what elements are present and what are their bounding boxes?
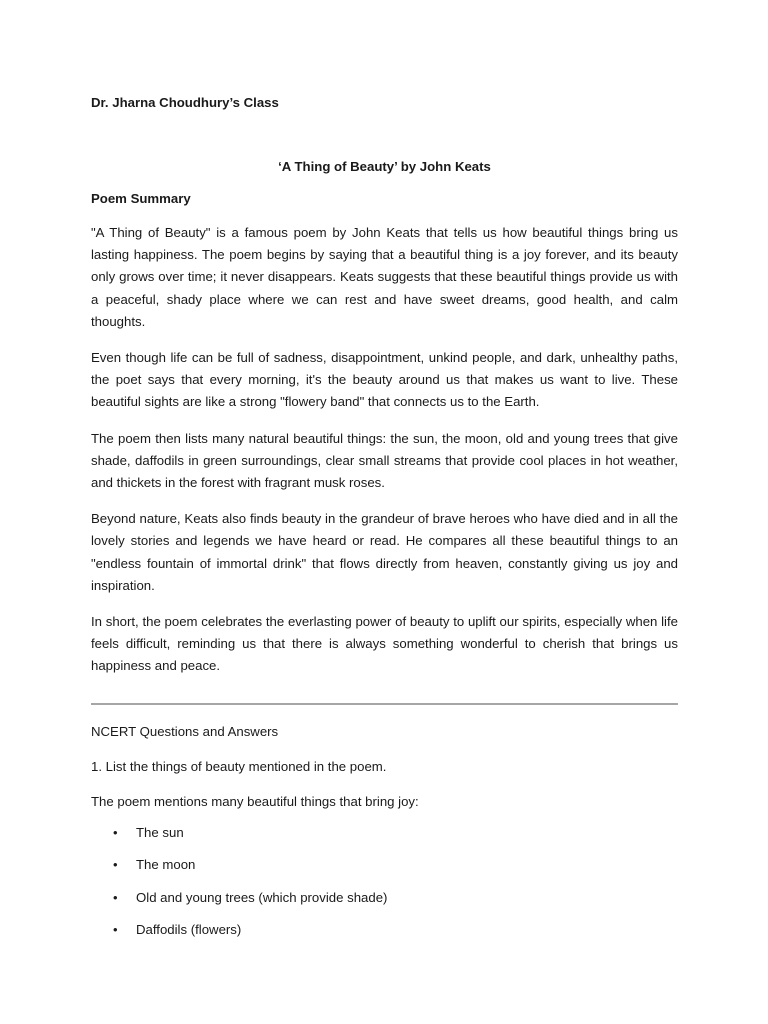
bullet-icon: • — [113, 857, 118, 873]
bullet-icon: • — [113, 889, 118, 905]
list-item-text: The moon — [136, 857, 196, 873]
list-item-text: Daffodils (flowers) — [136, 922, 242, 938]
list-item-text: Old and young trees (which provide shade) — [136, 889, 388, 905]
summary-heading: Poem Summary — [91, 191, 191, 206]
class-header: Dr. Jharna Choudhury’s Class — [91, 95, 279, 110]
summary-paragraph-3: The poem then lists many natural beautiful things: the sun, the moon, old and young trees that give shade, daffodils in green surroundings, clear small streams that provide cool places in hot weather, and thickets in the forest with fragrant musk roses. — [91, 430, 678, 491]
qa-heading: NCERT Questions and Answers — [91, 723, 279, 739]
question-1: 1. List the things of beauty mentioned in the poem. — [91, 758, 387, 774]
list-item — [113, 889, 678, 907]
summary-paragraph-5: In short, the poem celebrates the everlasting power of beauty to uplift our spirits, especially when life feels difficult, reminding us that there is always something wonderful to cherish that brings us happiness and peace. — [91, 614, 678, 674]
bullet-icon: • — [113, 824, 118, 840]
answer-bullet-list — [91, 824, 678, 940]
list-item-text: The sun — [136, 824, 184, 840]
summary-paragraph-4: Beyond nature, Keats also finds beauty in the grandeur of brave heroes who have died and in all the lovely stories and legends we have heard or read. He compares all these beautiful things to an "endless fountain of immortal drink" that flows directly from heaven, constantly giving us joy and inspiration. — [91, 511, 678, 593]
section-divider — [91, 703, 678, 705]
list-item — [113, 856, 678, 874]
poem-title: ‘A Thing of Beauty’ by John Keats — [278, 159, 491, 174]
bullet-icon: • — [113, 922, 118, 938]
summary-paragraph-1: "A Thing of Beauty" is a famous poem by John Keats that tells us how beautiful things bring us lasting happiness. The poem begins by saying that a beautiful thing is a joy forever, and its beauty only grows over time; it never disappears. Keats suggests that these beautiful things provide us with a peaceful, shady place where we can rest and have sweet dreams, good health, and calm thoughts. — [91, 225, 678, 329]
list-item — [113, 824, 678, 842]
answer-intro: The poem mentions many beautiful things that bring joy: — [91, 793, 419, 809]
list-item — [113, 921, 678, 939]
summary-paragraph-2: Even though life can be full of sadness, disappointment, unkind people, and dark, unhealthy paths, the poet says that every morning, it's the beauty around us that makes us want to live. These beautiful sights are like a strong "flowery band" that connects us to the Earth. — [91, 350, 678, 410]
